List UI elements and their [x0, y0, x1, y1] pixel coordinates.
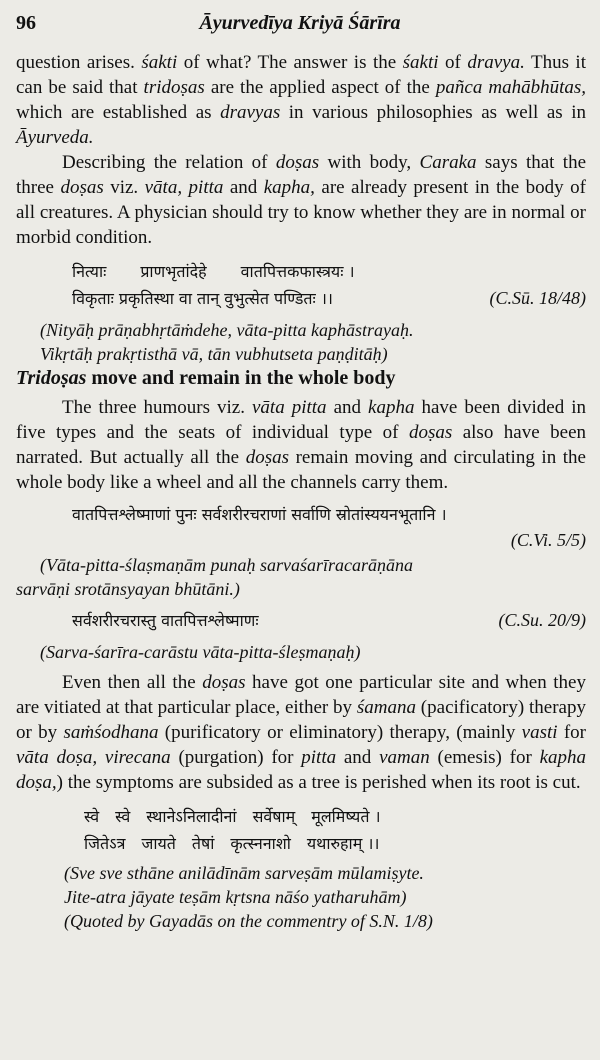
verse-1-reference: (C.Sū. 18/48)	[489, 288, 586, 308]
section-heading: Tridoṣas move and remain in the whole body	[16, 367, 396, 389]
verse-4-citation: (Quoted by Gayadās on the commentry of S.N. 1/8)	[64, 911, 433, 931]
sanskrit-verse-4	[16, 803, 586, 857]
paragraph-therapy: Even then all the doṣas have got one particular site and when they are vitiated at that particular place, either by śamana (pacificatory) therapy or by saṁśodhana (purificatory or eliminatory) therapy, (mainly vasti for vāta doṣa, virecana (purgation) for pitta and vaman (emesis) for kapha doṣa,) the symptoms are subsided as a tree is perished when its root is cut.	[16, 672, 587, 793]
paragraph-humours: The three humours viz. vāta pitta and kapha have been divided in five types and the seats of individual type of doṣas also have been narrated. But actually all the doṣas remain moving and circulating in the whole body like a wheel and all the channels carry them.	[16, 397, 587, 493]
verse-2-transliteration-2: sarvāṇi srotānsyayan bhūtāni.)	[16, 579, 240, 599]
sanskrit-verse-3	[16, 607, 586, 634]
page-body	[16, 50, 586, 933]
verse-1-line-2: विकृताः प्रकृतिस्था वा तान् वुभुत्सेत पण्डितः ।। (C.Sū. 18/48)	[72, 285, 586, 312]
verse-2-reference: (C.Vi. 5/5)	[510, 530, 586, 550]
sanskrit-verse-2	[16, 501, 586, 528]
verse-4-line-2: जितेऽत्र जायते तेषां कृत्स्ननाशो यथारुहाम् ।।	[84, 834, 380, 853]
verse-4-line-1: स्वे स्वे स्थानेऽनिलादीनां सर्वेषाम् मूलमिष्यते ।	[84, 807, 381, 826]
page-header	[16, 12, 584, 38]
verse-1-transliteration-1: (Nityāḥ prāṇabhṛtāṁdehe, vāta-pitta kaphāstrayaḥ.	[40, 320, 414, 340]
verse-4-transliteration-2: Jite-atra jāyate teṣām kṛtsna nāśo yatharuhām)	[64, 887, 407, 907]
verse-4-transliteration-1: (Sve sve sthāne anilādīnām sarveṣām mūlamiṣyte.	[64, 863, 424, 883]
paragraph-caraka: Describing the relation of doṣas with body, Caraka says that the three doṣas viz. vāta, pitta and kapha, are already present in the body of all creatures. A physician should try to know whether they are in normal or morbid condition.	[16, 152, 586, 248]
verse-1-transliteration-2: Vikṛtāḥ prakṛtisthā vā, tān vubhutseta paṇḍitāḥ)	[40, 344, 388, 364]
verse-1-line-1: नित्याः प्राणभृतांदेहे वातपित्तकफास्त्रयः ।	[72, 262, 355, 281]
verse-3-line-1: सर्वशरीरचरास्तु वातपित्तश्लेष्माणः	[72, 611, 259, 630]
page-number: 96	[16, 12, 36, 34]
verse-3-transliteration: (Sarva-śarīra-carāstu vāta-pitta-śleṣmaṇaḥ)	[40, 642, 361, 662]
running-title: Āyurvedīya Kriyā Śārīra	[199, 12, 401, 34]
verse-2-transliteration-1: (Vāta-pitta-ślaṣmaṇām punaḥ sarvaśarīracarāṇāna	[40, 555, 413, 575]
verse-3-reference: (C.Su. 20/9)	[498, 610, 586, 630]
verse-2-line-1: वातपित्तश्लेष्माणां पुनः सर्वशरीरचराणां सर्वाणि स्रोतांस्ययनभूतानि ।	[72, 505, 447, 524]
paragraph-intro: question arises. śakti of what? The answer is the śakti of dravya. Thus it can be said that tridoṣas are the applied aspect of the pañca mahābhūtas, which are established as dravyas in various philosophies as well as in Āyurveda.	[16, 52, 587, 148]
sanskrit-verse-1	[16, 258, 586, 312]
